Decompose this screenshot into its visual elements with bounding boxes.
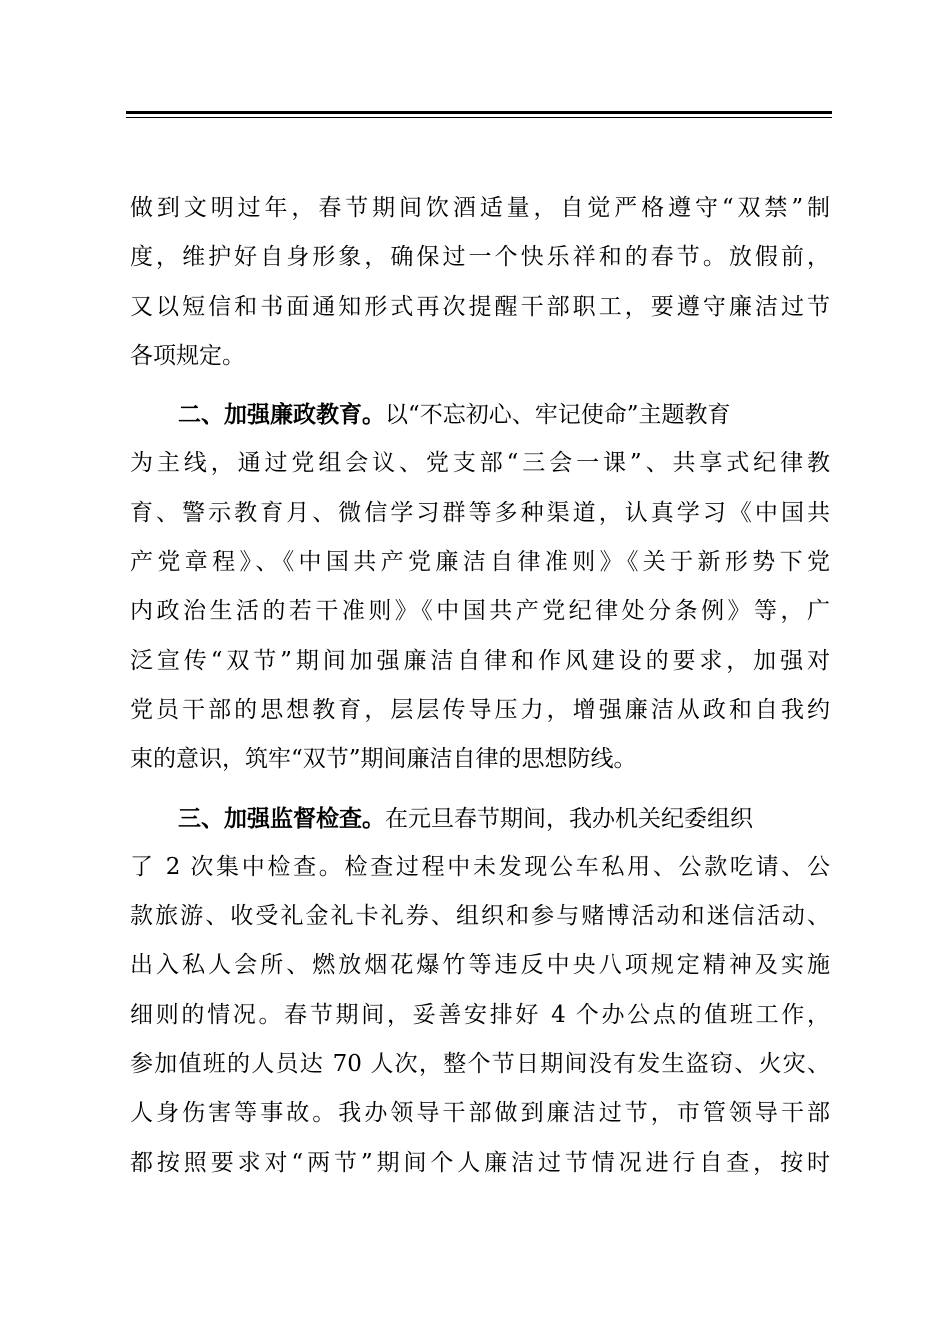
paragraph-line: 产党章程》、《中国共产党廉洁自律准则》《关于新形势下党 [130,549,830,576]
header-rule-thin [126,117,832,118]
paragraph-3 [130,794,830,1188]
paragraph-line: 党员干部的思想教育，层层传导压力，增强廉洁从政和自我约 [130,696,830,723]
paragraph-text: 在元旦春节期间，我办机关纪委组织 [385,805,753,832]
paragraph-1 [130,184,830,381]
paragraph-line: 都按照要求对“两节”期间个人廉洁过节情况进行自查，按时 [130,1149,830,1176]
section-heading: 三、加强监督检查。 [178,804,385,832]
paragraph-line: 为主线，通过党组会议、党支部“三会一课”、共享式纪律教 [130,450,830,477]
section-heading: 二、加强廉政教育。 [178,401,385,429]
paragraph-line: 又以短信和书面通知形式再次提醒干部职工，要遵守廉洁过节 [130,293,830,320]
paragraph-line: 度，维护好自身形象，确保过一个快乐祥和的春节。放假前， [130,244,830,271]
header-rule-thick [126,111,832,114]
paragraph-line: 出入私人会所、燃放烟花爆竹等违反中央八项规定精神及实施 [130,952,830,979]
paragraph-line: 做到文明过年，春节期间饮酒适量，自觉严格遵守“双禁”制 [130,195,830,221]
paragraph-line: 参加值班的人员达 70 人次，整个节日期间没有发生盗窃、火灾、 [130,1051,830,1078]
paragraph-line: 各项规定。 [130,342,245,369]
paragraph-line: 了 2 次集中检查。检查过程中未发现公车私用、公款吃请、公 [130,853,830,880]
paragraph-line: 内政治生活的若干准则》《中国共产党纪律处分条例》等，广 [130,598,830,625]
paragraph-line: 泛宣传“双节”期间加强廉洁自律和作风建设的要求，加强对 [130,647,830,674]
document-body [130,184,830,1188]
paragraph-text: 以“不忘初心、牢记使命”主题教育 [385,402,731,429]
paragraph-line: 款旅游、收受礼金礼卡礼券、组织和参与赌博活动和迷信活动、 [130,903,830,930]
paragraph-line: 细则的情况。春节期间，妥善安排好 4 个办公点的值班工作， [130,1001,830,1028]
paragraph-line: 束的意识，筑牢“双节”期间廉洁自律的思想防线。 [130,746,637,773]
paragraph-2 [130,390,830,784]
paragraph-line: 育、警示教育月、微信学习群等多种渠道，认真学习《中国共 [130,499,830,526]
paragraph-first-line [130,390,830,439]
paragraph-first-line [130,794,830,843]
paragraph-line: 人身伤害等事故。我办领导干部做到廉洁过节，市管领导干部 [130,1100,830,1127]
